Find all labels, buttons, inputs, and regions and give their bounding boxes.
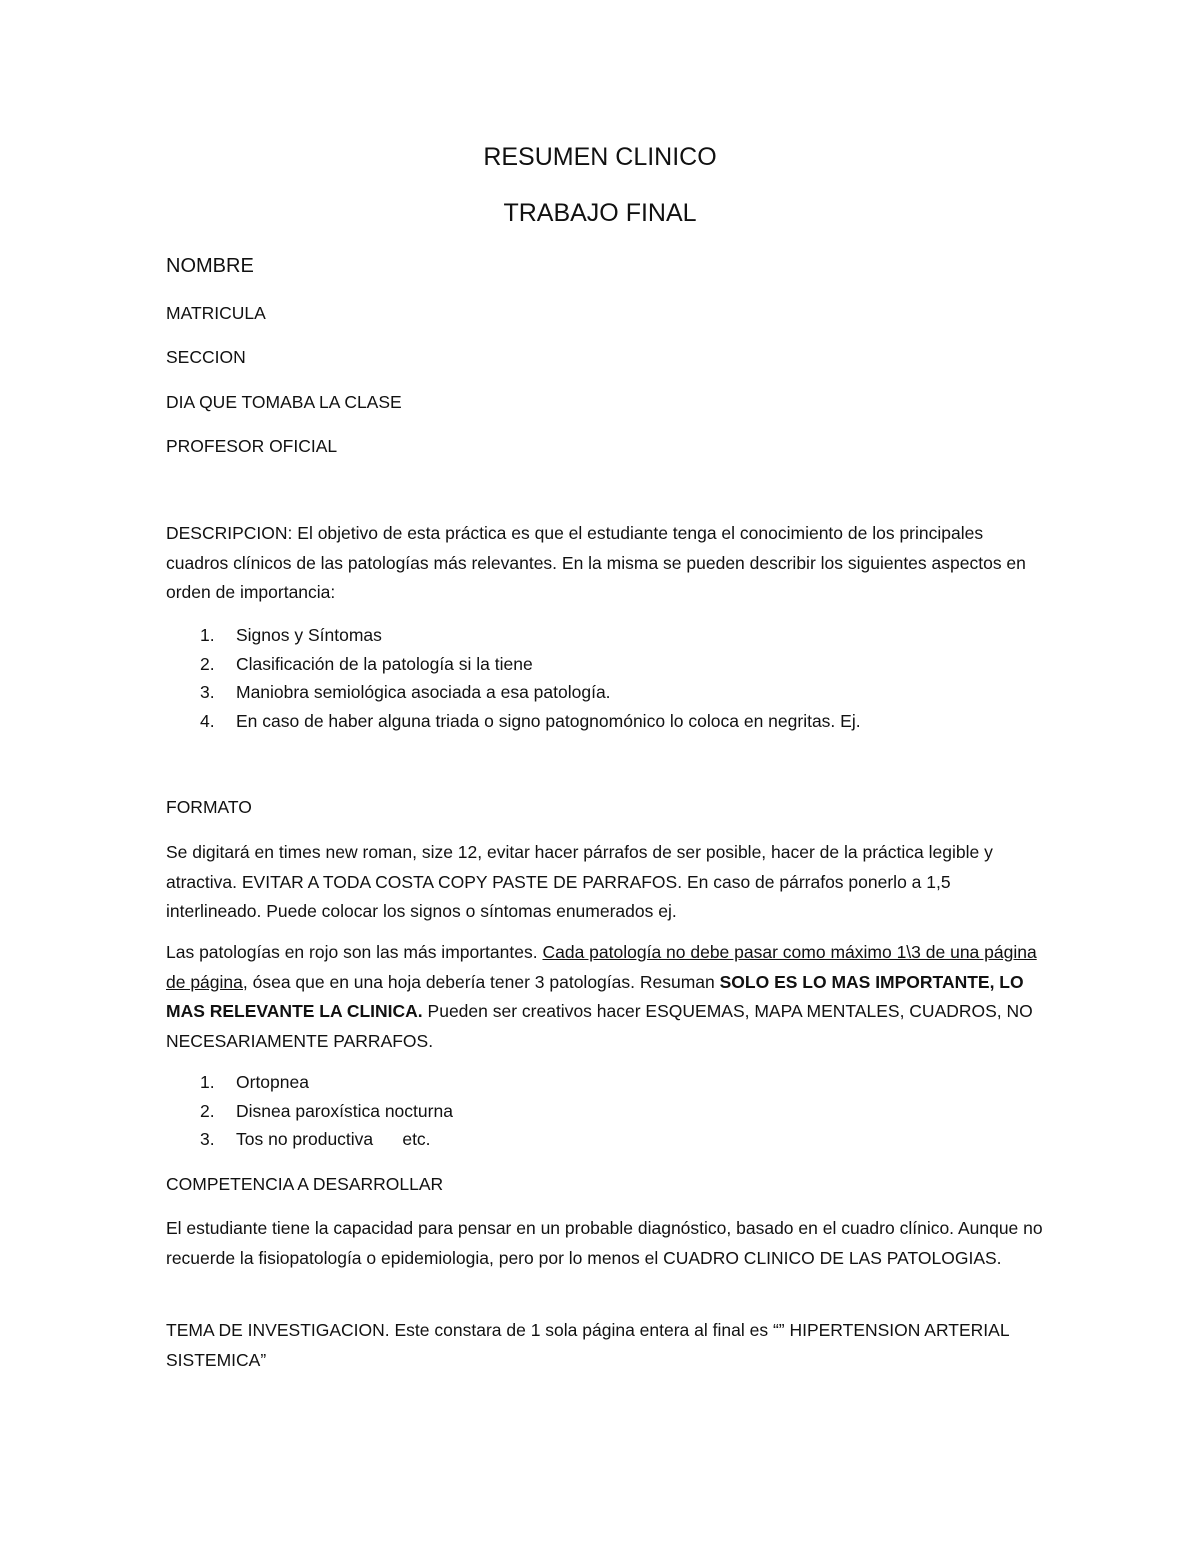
- competencia-paragraph: El estudiante tiene la capacidad para pensar en un probable diagnóstico, basado en el cuadro clínico. Aunque no recuerde la fisiopatología o epidemiologia, pero por lo menos el CUADRO CLINICO DE LAS PATOLOGIAS.: [166, 1218, 1043, 1268]
- list-item: 3. Tos no productiva etc.: [200, 1129, 431, 1149]
- list-item: 2. Disnea paroxística nocturna: [200, 1100, 453, 1121]
- document-subtitle: TRABAJO FINAL: [503, 199, 697, 227]
- descripcion-paragraph: DESCRIPCION: El objetivo de esta práctica es que el estudiante tenga el conocimiento de los principales cuadros clínicos de las patologías más relevantes. En la misma se pueden describir los siguientes aspectos en orden de importancia:: [166, 523, 1026, 602]
- list-item: 1. Ortopnea: [200, 1072, 309, 1092]
- descripcion-list: [166, 621, 861, 735]
- field-nombre: NOMBRE: [166, 255, 254, 277]
- field-seccion: SECCION: [166, 347, 246, 367]
- formato-list: [166, 1068, 453, 1154]
- field-profesor: PROFESOR OFICIAL: [166, 436, 338, 456]
- list-item: 4. En caso de haber alguna triada o signo patognomónico lo coloca en negritas. Ej.: [200, 710, 861, 731]
- list-item: 1. Signos y Síntomas: [200, 625, 382, 645]
- formato-underlined-text: Cada patología no debe pasar como máximo 1\3 de una página de página,: [166, 942, 1037, 992]
- field-matricula: MATRICULA: [166, 303, 266, 323]
- field-dia: DIA QUE TOMABA LA CLASE: [166, 392, 402, 412]
- formato-paragraph-1: Se digitará en times new roman, size 12, evitar hacer párrafos de ser posible, hacer de la práctica legible y atractiva. EVITAR A TODA COSTA COPY PASTE DE PARRAFOS. En caso de párrafos ponerlo a 1,5 interlineado. Puede colocar los signos o síntomas enumerados ej.: [166, 842, 993, 921]
- list-item: 2. Clasificación de la patología si la tiene: [200, 653, 533, 674]
- document-title: RESUMEN CLINICO: [483, 143, 717, 171]
- formato-bold-text: SOLO ES LO MAS IMPORTANTE, LO MAS RELEVANTE LA CLINICA.: [166, 971, 1024, 1021]
- formato-paragraph-2: Las patologías en rojo son las más importantes. Cada patología no debe pasar como máximo 1\3 de una página de página, ósea que en una hoja debería tener 3 patologías. Resuman SOLO ES LO MAS IMPORTANTE, LO MAS RELEVANTE LA CLINICA. Pueden ser creativos hacer ESQUEMAS, MAPA MENTALES, CUADROS, NO NECESARIAMENTE PARRAFOS.: [166, 942, 1037, 1051]
- competencia-heading: COMPETENCIA A DESARROLLAR: [166, 1174, 444, 1194]
- formato-heading: FORMATO: [166, 797, 252, 817]
- list-item: 3. Maniobra semiológica asociada a esa patología.: [200, 682, 611, 702]
- tema-paragraph: TEMA DE INVESTIGACION. Este constara de 1 sola página entera al final es “” HIPERTENSION ARTERIAL SISTEMICA”: [166, 1320, 1009, 1370]
